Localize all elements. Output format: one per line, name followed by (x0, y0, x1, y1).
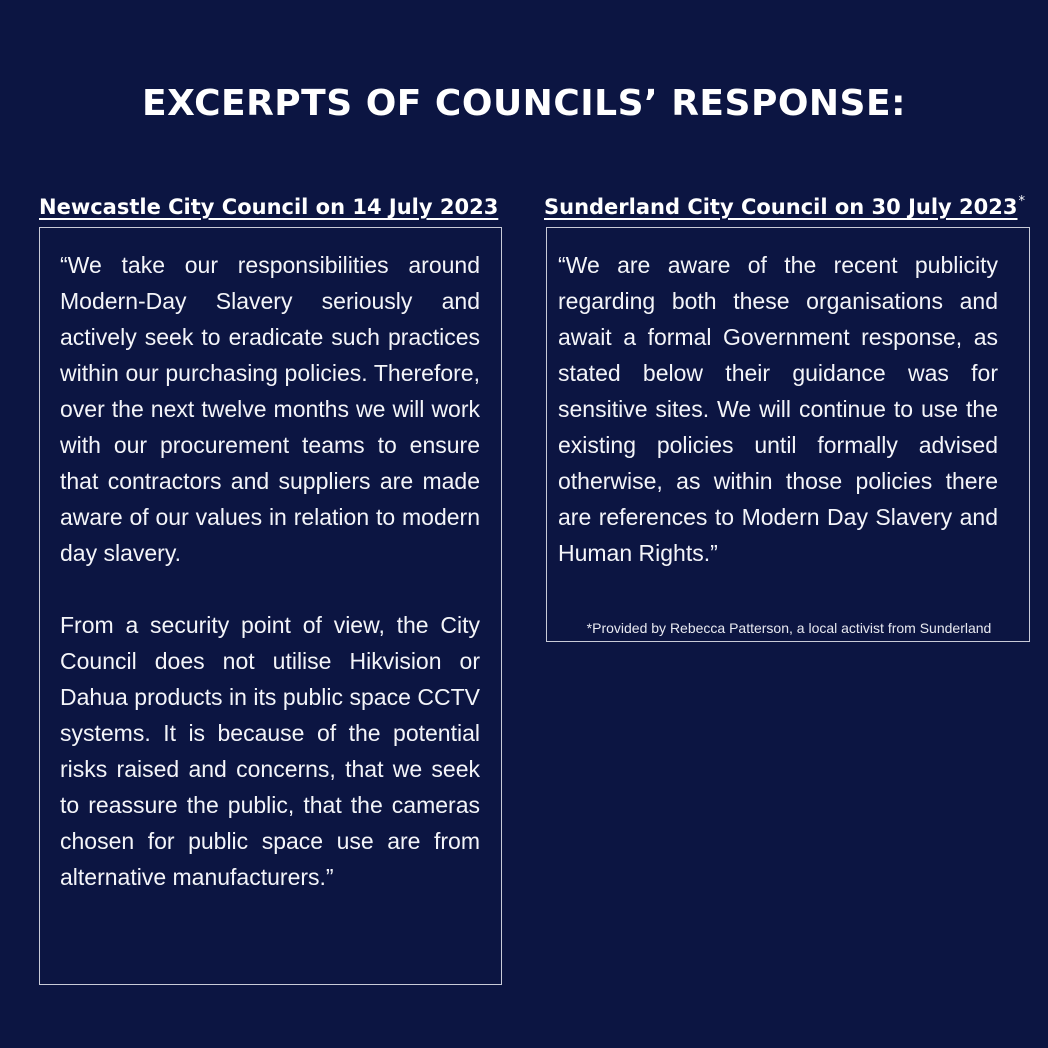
sunderland-quote-box (546, 227, 1030, 642)
newcastle-heading (39, 192, 498, 222)
newcastle-quote-paragraph-2: From a security point of view, the City Council does not utilise Hikvision or Dahua products in its public space CCTV systems. It is because of the potential risks raised and concerns, that we seek to reassure the public, that the cameras chosen for public space use are from alternative manufacturers.” (60, 612, 480, 890)
sunderland-footnote: *Provided by Rebecca Patterson, a local activist from Sunderland (586, 620, 992, 636)
footnote-asterisk: * (1018, 194, 1025, 209)
newcastle-quote-paragraph-1: “We take our responsibilities around Modern-Day Slavery seriously and actively seek to eradicate such practices within our purchasing policies. Therefore, over the next twelve months we will work with our procurement teams to ensure that contractors and suppliers are made aware of our values in relation to modern day slavery. (60, 252, 480, 566)
sunderland-heading (544, 192, 1025, 222)
newcastle-heading-text: Newcastle City Council on 14 July 2023 (39, 195, 499, 219)
sunderland-quote-paragraph: “We are aware of the recent publicity regarding both these organisations and await a formal Government response, as stated below their guidance was for sensitive sites. We will continue to use the existing policies until formally advised otherwise, as within those policies there are references to Modern Day Slavery and Human Rights.” (558, 252, 998, 566)
sunderland-heading-text: Sunderland City Council on 30 July 2023 (544, 195, 1018, 219)
newcastle-quote-box (39, 227, 502, 985)
page-title: EXCERPTS OF COUNCILS’ RESPONSE: (142, 83, 906, 124)
